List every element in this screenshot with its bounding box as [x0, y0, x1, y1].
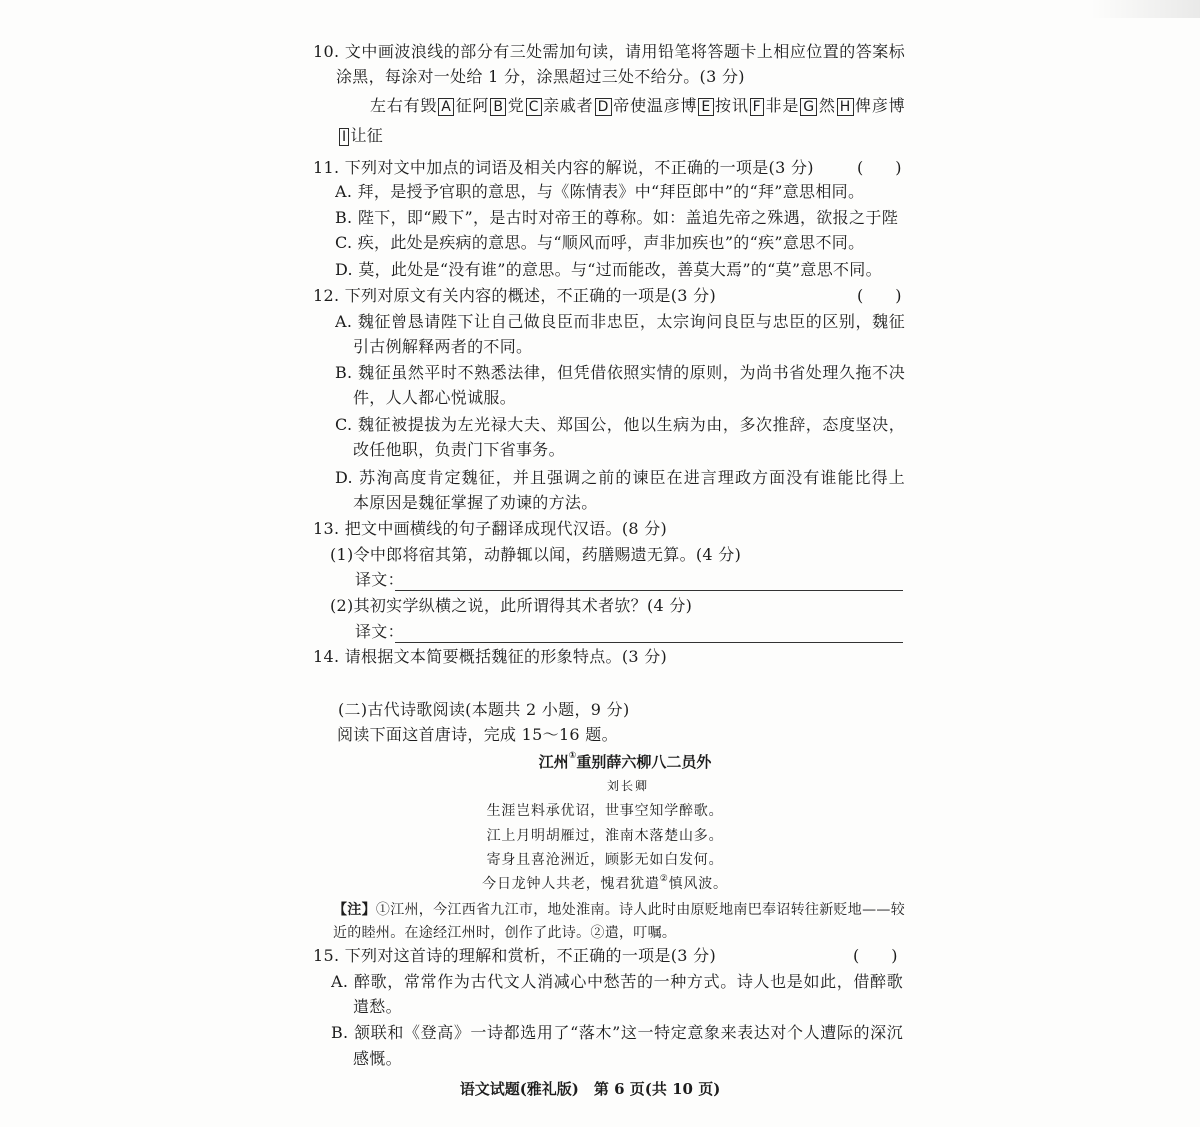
passage-segment: 征阿 [455, 96, 490, 115]
q11-answer-bracket: ( ) [857, 158, 902, 177]
q15-answer-bracket: ( ) [853, 946, 898, 965]
q12-option-b-line-1: B. 魏征虽然平时不熟悉法律，但凭借依照实情的原则，为尚书省处理久拖不决 [335, 363, 905, 382]
q12-stem: 12. 下列对原文有关内容的概述，不正确的一项是(3 分) [313, 286, 716, 305]
marker-box-h: H [837, 98, 854, 116]
poem-line-2: 江上月明胡雁过，淮南木落楚山多。 [486, 828, 724, 844]
q15-option-b-line-2: 感慨。 [353, 1049, 402, 1068]
q15-option-b-line-1: B. 颔联和《登高》一诗都选用了“落木”这一特定意象来表达对个人遭际的深沉 [331, 1023, 903, 1042]
q12-option-d-line-1: D. 苏洵高度肯定魏征，并且强调之前的谏臣在进言理政方面没有谁能比得上 [335, 468, 905, 487]
q14-stem: 14. 请根据文本简要概括魏征的形象特点。(3 分) [313, 647, 668, 666]
poem-line-4 [455, 874, 755, 894]
passage-segment: 党 [507, 96, 525, 115]
marker-box-f: F [750, 98, 764, 116]
marker-box-a: A [438, 98, 454, 116]
q10-passage-line-1 [370, 95, 905, 117]
note-label: 【注】 [333, 902, 376, 918]
q13-answer-label-2: 译文： [355, 622, 404, 641]
passage-segment: 帝使温彦博 [612, 96, 698, 115]
q12-answer-bracket: ( ) [857, 286, 902, 305]
q12-option-c-line-1: C. 魏征被提拔为左光禄大夫、郑国公，他以生病为由，多次推辞，态度坚决， [335, 415, 905, 434]
poem-line-1: 生涯岂料承优诏，世事空知学醉歌。 [486, 803, 724, 819]
q13-stem: 13. 把文中画横线的句子翻译成现代汉语。(8 分) [313, 519, 668, 538]
q11-option-a: A. 拜，是授予官职的意思，与《陈情表》中“拜臣郎中”的“拜”意思相同。 [335, 182, 865, 201]
q11-stem: 11. 下列对文中加点的词语及相关内容的解说，不正确的一项是(3 分) [313, 158, 814, 177]
marker-box-d: D [595, 98, 612, 116]
q15-option-a-line-2: 遣愁。 [353, 997, 402, 1016]
marker-box-b: B [490, 98, 506, 116]
poem-author: 刘长卿 [606, 779, 649, 793]
marker-box-i: I [339, 128, 349, 146]
q13-answer-blank-1 [395, 570, 903, 591]
q12-option-a-line-1: A. 魏征曾恳请陛下让自己做良臣而非忠臣，太宗询问良臣与忠臣的区别，魏征 [335, 312, 905, 331]
q11-option-b: B. 陛下，即“殿下”，是古时对帝王的尊称。如：盖追先帝之殊遇，欲报之于陛 [335, 208, 898, 227]
marker-box-c: C [526, 98, 542, 116]
q13-sentence-1: (1)令中郎将宿其第，动静辄以闻，药膳赐遗无算。(4 分) [330, 545, 742, 564]
q13-answer-label-1: 译文： [355, 570, 404, 589]
footnote-mark: ① [568, 751, 577, 761]
marker-box-g: G [800, 98, 817, 116]
passage-segment: 俾彦博 [854, 96, 905, 115]
q12-option-d-line-2: 本原因是魏征掌握了劝谏的方法。 [353, 493, 598, 512]
poem-section-instruction: 阅读下面这首唐诗，完成 15～16 题。 [337, 725, 618, 744]
page-footer: 语文试题(雅礼版) 第 6 页(共 10 页) [459, 1080, 721, 1098]
marker-box-e: E [698, 98, 713, 116]
note-text: ①江州，今江西省九江市，地处淮南。诗人此时由原贬地南巴奉诏转往新贬地——较 [375, 902, 905, 918]
passage-segment: 亲戚者 [542, 96, 594, 115]
footnote-mark: ② [659, 874, 669, 884]
passage-segment: 然 [818, 96, 836, 115]
passage-segment: 非是 [765, 96, 800, 115]
passage-segment: 左右有毁 [370, 96, 438, 115]
poem-note-line-1 [333, 900, 905, 920]
poem-line-part: 慎风波。 [668, 876, 728, 892]
poem-title-part: 重别薛六柳八二员外 [576, 753, 712, 771]
passage-segment: 按讯 [714, 96, 749, 115]
q12-option-b-line-2: 件，人人都心悦诚服。 [353, 388, 517, 407]
q11-option-c: C. 疾，此处是疾病的意思。与“顺风而呼，声非加疾也”的“疾”意思不同。 [335, 233, 865, 252]
q11-option-d: D. 莫，此处是“没有谁”的意思。与“过而能改，善莫大焉”的“莫”意思不同。 [335, 260, 882, 279]
poem-line-part: 今日龙钟人共老，愧君犹遣 [482, 876, 660, 892]
poem-line-3: 寄身且喜沧洲近，顾影无如白发何。 [486, 852, 724, 868]
q12-option-a-line-2: 引古例解释两者的不同。 [353, 337, 533, 356]
poem-section-heading: (二)古代诗歌阅读(本题共 2 小题，9 分) [338, 700, 630, 719]
q15-option-a-line-1: A. 醉歌，常常作为古代文人消减心中愁苦的一种方式。诗人也是如此，借醉歌 [331, 972, 903, 991]
q10-stem-line-2: 涂黑，每涂对一处给 1 分，涂黑超过三处不给分。(3 分) [336, 67, 745, 86]
q12-option-c-line-2: 改任他职，负责门下省事务。 [353, 440, 565, 459]
q10-passage-line-2 [338, 125, 383, 147]
q10-stem-line-1: 10. 文中画波浪线的部分有三处需加句读，请用铅笔将答题卡上相应位置的答案标 [313, 42, 905, 61]
poem-note-line-2: 近的睦州。在途经江州时，创作了此诗。②遣，叮嘱。 [333, 925, 677, 941]
passage-segment: 让征 [350, 126, 384, 145]
poem-title [475, 751, 775, 773]
poem-title-part: 江州 [538, 753, 569, 771]
scan-shadow [1090, 0, 1200, 18]
q13-answer-blank-2 [395, 622, 903, 643]
q15-stem: 15. 下列对这首诗的理解和赏析，不正确的一项是(3 分) [313, 946, 716, 965]
q13-sentence-2: (2)其初实学纵横之说，此所谓得其术者欤？(4 分) [330, 596, 693, 615]
